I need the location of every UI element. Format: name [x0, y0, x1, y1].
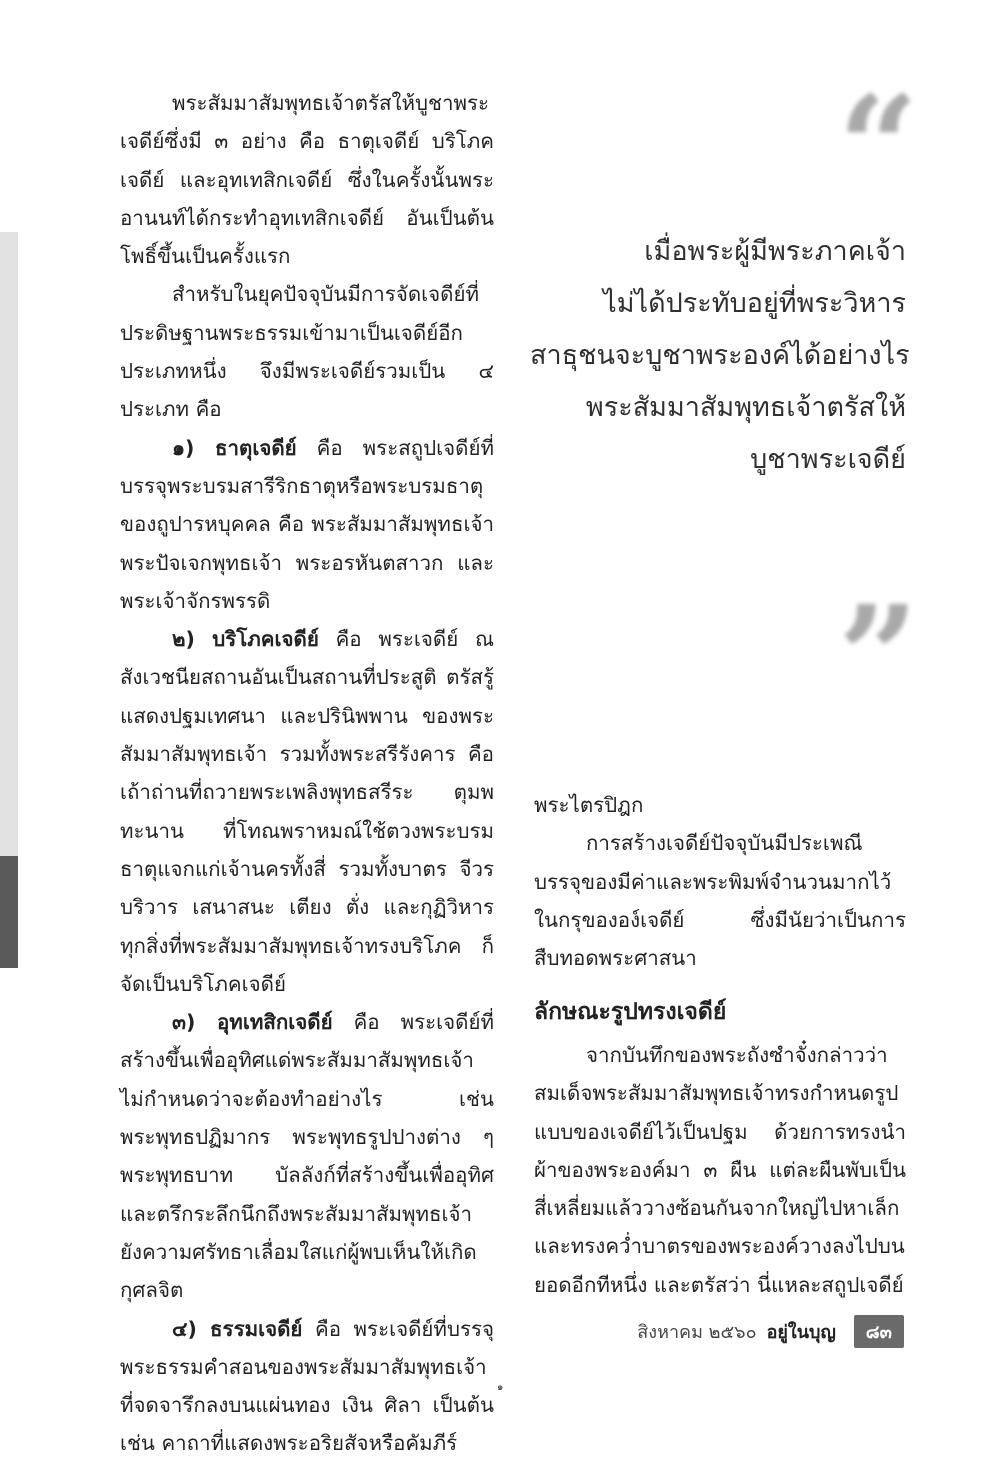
- desc-dhamma-chedi: คือ พระเจดีย์ที่บรรจุพระธรรมคำสอนของพระสัมมาสัมพุทธเจ้าที่จดจารึกลงบนแผ่นทอง เงิน ศิลา เป็นต้น เช่น คาถาที่แสดงพระอริยสัจหรือคัมภีร์: [120, 1316, 494, 1456]
- page-footer: [637, 1316, 904, 1346]
- right-paragraph-3: จากบันทึกของพระถังซำจั๋งกล่าวว่าสมเด็จพระสัมมาสัมพุทธเจ้าทรงกำหนดรูปแบบของเจดีย์ไว้เป็นปฐม ด้วยการทรงนำผ้าของพระองค์มา ๓ ผืน แต่ละผืนพับเป็นสี่เหลี่ยมแล้ววางซ้อนกันจากใหญ่ไปหาเล็ก และทรงคว่ำบาตรของพระองค์วางลงไปบนยอดอีกทีหนึ่ง และตรัสว่า นี่แหละสถูปเจดีย์: [534, 1043, 906, 1297]
- pull-quote-line: ไม่ได้ประทับอยู่ที่พระวิหาร: [603, 288, 906, 319]
- page-number: ๘๓: [854, 1315, 904, 1348]
- pull-quote: [530, 226, 910, 486]
- term-paribhoga-chedi: ๒) บริโภคเจดีย์: [172, 627, 319, 652]
- pull-quote-line: พระสัมมาสัมพุทธเจ้าตรัสให้: [585, 392, 906, 423]
- right-paragraph-1: พระไตรปิฎก: [534, 793, 644, 817]
- section-heading: ลักษณะรูปทรงเจดีย์: [534, 999, 727, 1025]
- desc-paribhoga-chedi: คือ พระเจดีย์ ณ สังเวชนียสถานอันเป็นสถานที่ประสูติ ตรัสรู้ แสดงปฐมเทศนา และปรินิพพาน ของพระสัมมาสัมพุทธเจ้า รวมทั้งพระสรีรังคาร คือ เถ้าถ่านที่ถวายพระเพลิงพุทธสรีระ ตุมพทะนาน ที่โทณพราหมณ์ใช้ตวงพระบรมธาตุแจกแก่เจ้านครทั้งสี่ รวมทั้งบาตร จีวร บริวาร เสนาสนะ เตียง ตั่ง และกุฏิวิหาร ทุกสิ่งที่พระสัมมาสัมพุทธเจ้าทรงบริโภค ก็จัดเป็นบริโภคเจดีย์: [120, 627, 494, 996]
- right-paragraph-2: การสร้างเจดีย์ปัจจุบันมีประเพณีบรรจุของมีค่าและพระพิมพ์จำนวนมากไว้ในกรุขององ์เจดีย์ ซึ่งมีนัยว่าเป็นการสืบทอดพระศาสนา: [534, 831, 906, 971]
- right-column: [534, 786, 906, 977]
- issue-date: สิงหาคม ๒๕๖๐: [637, 1321, 757, 1343]
- term-dhatu-chedi: ๑) ธาตุเจดีย์: [172, 435, 297, 460]
- magazine-name: อยู่ในบุญ: [766, 1321, 836, 1343]
- desc-uddesika-chedi: คือ พระเจดีย์ที่สร้างขึ้นเพื่ออุทิศแด่พระสัมมาสัมพุทธเจ้า ไม่กำหนดว่าจะต้องทำอย่างไร เช่น พระพุทธปฏิมากร พระพุทธรูปปางต่าง ๆ พระพุทธบาท บัลลังก์ที่สร้างขึ้นเพื่ออุทิศและตรึกระลึกนึกถึงพระสัมมาสัมพุทธเจ้า ยังความศรัทธาเลื่อมใสแก่ผู้พบเห็นให้เกิดกุศลจิต: [120, 1010, 494, 1303]
- pull-quote-line: เมื่อพระผู้มีพระภาคเจ้า: [644, 236, 906, 267]
- term-uddesika-chedi: ๓) อุทเทสิกเจดีย์: [172, 1010, 333, 1035]
- left-paragraph-2: สำหรับในยุคปัจจุบันมีการจัดเจดีย์ที่ประดิษฐานพระธรรมเข้ามาเป็นเจดีย์อีกประเภทหนึ่ง จึงมีพระเจดีย์รวมเป็น ๔ ประเภท คือ: [120, 282, 494, 422]
- right-column-lower: [534, 1036, 906, 1304]
- list-item-uddesika: [120, 1003, 494, 1309]
- side-tab-dark: [0, 856, 18, 968]
- bottom-mark: ๑: [497, 1382, 504, 1393]
- side-tab-light: [0, 232, 18, 856]
- desc-dhatu-chedi: คือ พระสถูปเจดีย์ที่บรรจุพระบรมสารีริกธาตุหรือพระบรมธาตุของถูปารหบุคคล คือ พระสัมมาสัมพุทธเจ้า พระปัจเจกพุทธเจ้า พระอรหันตสาวก และพระเจ้าจักรพรรดิ: [120, 435, 494, 613]
- open-quote-mark: “: [838, 66, 919, 230]
- pull-quote-line: บูชาพระเจดีย์: [750, 444, 906, 475]
- left-paragraph-1: พระสัมมาสัมพุทธเจ้าตรัสให้บูชาพระเจดีย์ซึ่งมี ๓ อย่าง คือ ธาตุเจดีย์ บริโภคเจดีย์ และอุทเทสิกเจดีย์ ซึ่งในครั้งนั้นพระอานนท์ได้กระทำอุทเทสิกเจดีย์ อันเป็นต้นโพธิ์ขึ้นเป็นครั้งแรก: [120, 91, 494, 269]
- list-item-dhatu: [120, 429, 494, 620]
- close-quote-mark: ”: [838, 576, 919, 740]
- list-item-dhamma: [120, 1310, 494, 1463]
- term-dhamma-chedi: ๔) ธรรมเจดีย์: [172, 1316, 303, 1341]
- left-column: [120, 84, 494, 1463]
- pull-quote-line: สาธุชนจะบูชาพระองค์ได้อย่างไร: [530, 340, 910, 371]
- list-item-paribhoga: [120, 620, 494, 1003]
